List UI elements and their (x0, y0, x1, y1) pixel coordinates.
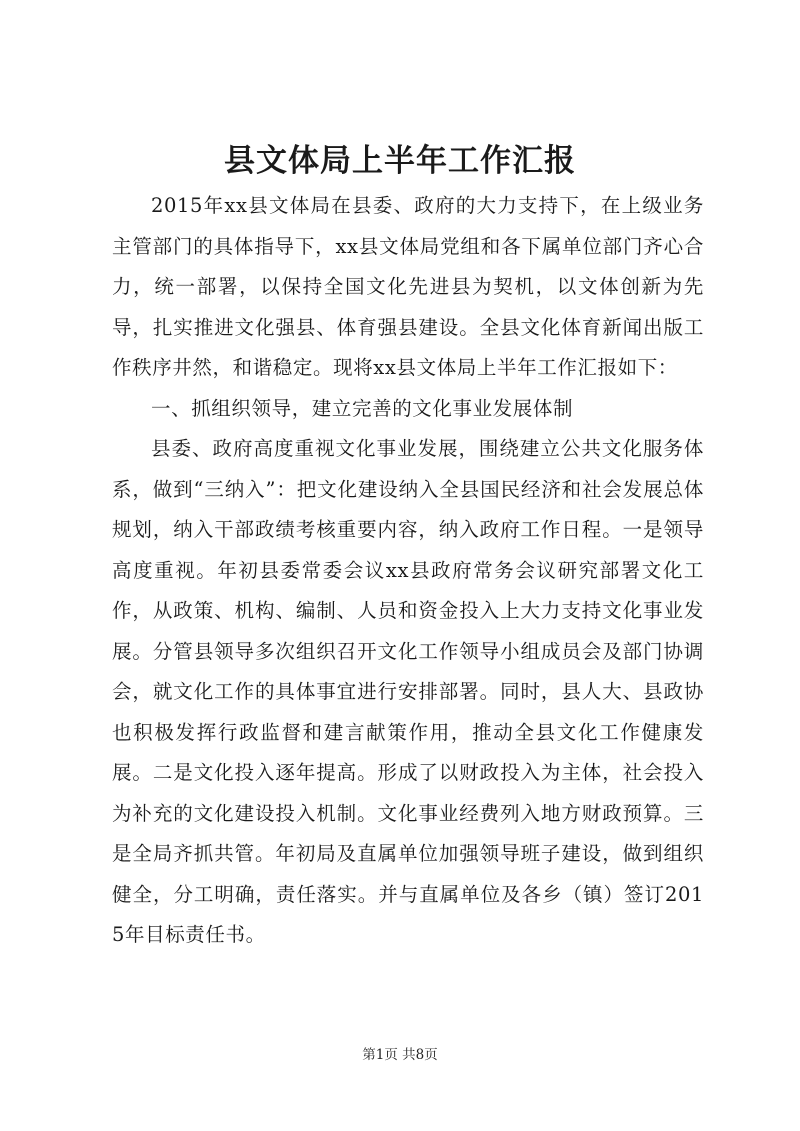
page-title: 县文体局上半年工作汇报 (224, 143, 576, 179)
page-number: 第1页 共8页 (362, 1047, 438, 1063)
section-heading: 一、抓组织领导，建立完善的文化事业发展体制 (151, 396, 574, 420)
section-paragraph: 县委、政府高度重视文化事业发展，围绕建立公共文化服务体系，做到“三纳入”：把文化建设纳入全县国民经济和社会发展总体规划，纳入干部政绩考核重要内容，纳入政府工作日程。一是领导高度重视。年初县委常委会议xx县政府常务会议研究部署文化工作，从政策、机构、编制、人员和资金投入上大力支持文化事业发展。分管县领导多次组织召开文化工作领导小组成员会及部门协调会，就文化工作的具体事宜进行安排部署。同时，县人大、县政协也积极发挥行政监督和建言献策作用，推动全县文化工作健康发展。二是文化投入逐年提高。形成了以财政投入为主体，社会投入为补充的文化建设投入机制。文化事业经费列入地方财政预算。三是全局齐抓共管。年初局及直属单位加强领导班子建设，做到组织健全，分工明确，责任落实。并与直属单位及各乡（镇）签订2015年目标责任书。 (112, 437, 704, 946)
document-body (112, 186, 704, 956)
intro-paragraph: 2015年xx县文体局在县委、政府的大力支持下，在上级业务主管部门的具体指导下，xx县文体局党组和各下属单位部门齐心合力，统一部署，以保持全国文化先进县为契机，以文体创新为先导，扎实推进文化强县、体育强县建设。全县文化体育新闻出版工作秩序井然，和谐稳定。现将xx县文体局上半年工作汇报如下： (112, 194, 704, 379)
